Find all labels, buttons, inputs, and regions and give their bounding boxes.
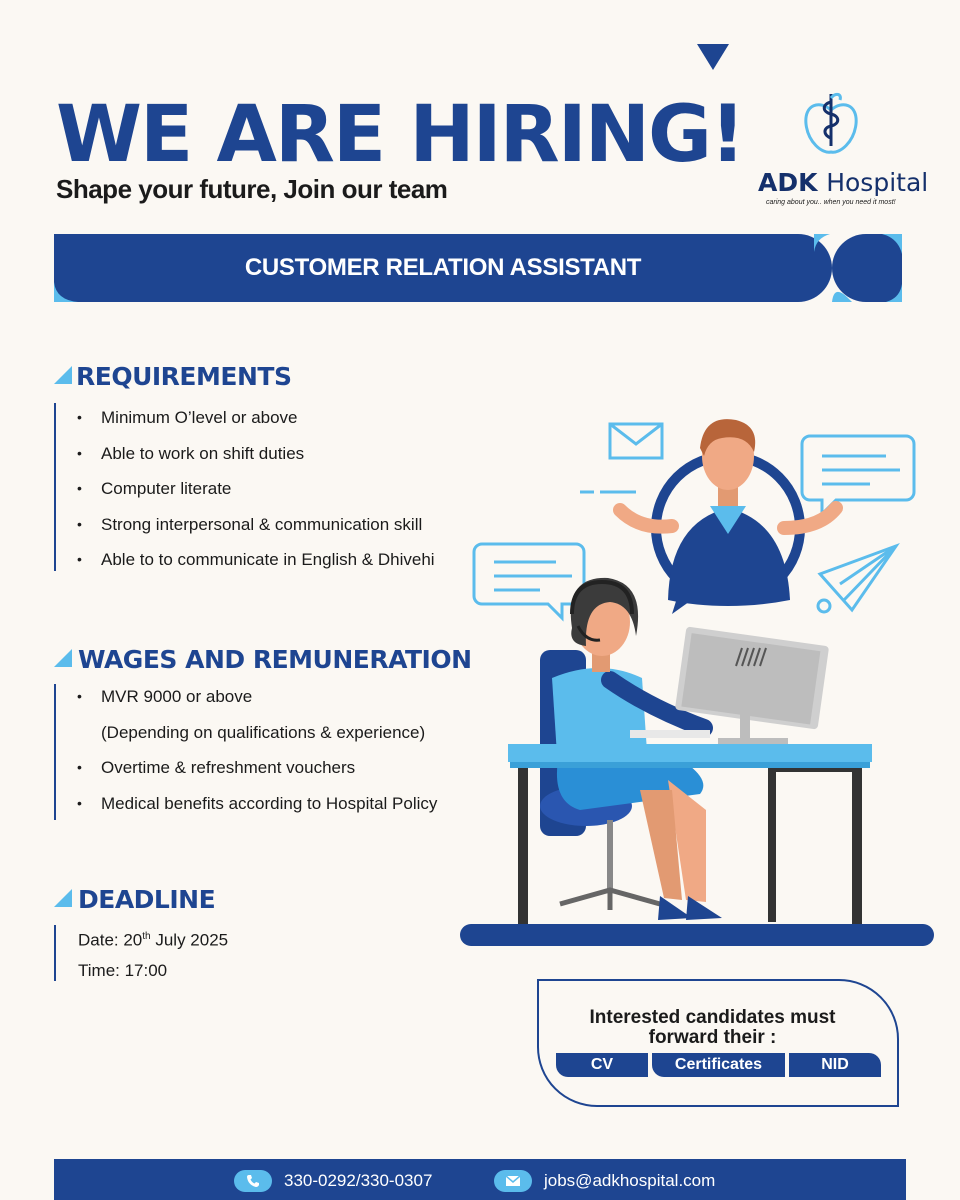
list-item: • Minimum O’level or above	[77, 400, 517, 436]
mail-icon	[494, 1170, 532, 1192]
hospital-tagline: caring about you.. when you need it most!	[766, 199, 896, 206]
hospital-name-regular: Hospital	[826, 168, 929, 197]
apply-text-line: forward their :	[648, 1027, 777, 1048]
section-marker-icon	[54, 889, 72, 907]
contact-footer	[54, 1159, 906, 1200]
wages-list	[77, 679, 517, 821]
list-item: • Computer literate	[77, 471, 517, 507]
deadline-title: DEADLINE	[78, 885, 216, 914]
position-title: CUSTOMER RELATION ASSISTANT	[244, 254, 642, 281]
footer-phone	[234, 1170, 432, 1192]
paper-plane-icon	[818, 546, 896, 612]
list-item: • Able to work on shift duties	[77, 436, 517, 472]
list-item: • Medical benefits according to Hospital Policy	[77, 786, 517, 822]
page-headline: WE ARE HIRING!	[56, 90, 744, 180]
floor-bar	[460, 924, 934, 946]
chat-bubble-icon	[802, 436, 914, 514]
apply-instructions-text	[560, 1008, 865, 1048]
banner-cap-accents	[812, 234, 904, 302]
requirements-list	[77, 400, 517, 578]
hospital-logo-icon	[800, 88, 862, 158]
apply-text-line: Interested candidates must	[589, 1007, 836, 1028]
document-certificates: Certificates	[652, 1053, 785, 1077]
requirements-title: REQUIREMENTS	[76, 362, 292, 391]
footer-email-address[interactable]: jobs@adkhospital.com	[544, 1171, 716, 1190]
document-nid: NID	[789, 1053, 881, 1077]
wages-title: WAGES AND REMUNERATION	[78, 645, 472, 674]
decorative-triangle	[697, 44, 729, 72]
deadline-time: Time: 17:00	[78, 961, 168, 980]
list-item: • Strong interpersonal & communication skill	[77, 507, 517, 543]
requirements-divider	[54, 403, 56, 571]
deadline-date	[78, 920, 228, 958]
list-item: • Overtime & refreshment vouchers	[77, 750, 517, 786]
deadline-divider	[54, 925, 56, 981]
list-item: (Depending on qualifications & experience)	[101, 722, 426, 742]
hospital-name-bold: ADK	[758, 168, 818, 197]
list-item: • MVR 9000 or above	[77, 679, 517, 715]
envelope-icon	[610, 424, 662, 458]
list-item: • Able to to communicate in English & Dhivehi	[77, 542, 517, 578]
footer-email	[494, 1170, 715, 1192]
office-illustration	[460, 410, 940, 950]
support-agent-avatar	[620, 419, 836, 614]
deadline-date-month: July 2025	[150, 930, 229, 950]
wages-divider	[54, 684, 56, 820]
deadline-date-suffix: th	[142, 931, 151, 942]
section-marker-icon	[54, 649, 72, 667]
phone-icon	[234, 1170, 272, 1192]
section-marker-icon	[54, 366, 72, 384]
document-cv: CV	[556, 1053, 648, 1077]
deadline-date-day: Date: 20	[78, 930, 143, 950]
chat-bubble-icon	[474, 544, 584, 618]
footer-phone-number: 330-0292/330-0307	[284, 1171, 433, 1190]
page-subheadline: Shape your future, Join our team	[56, 174, 448, 204]
hospital-name	[758, 168, 928, 197]
